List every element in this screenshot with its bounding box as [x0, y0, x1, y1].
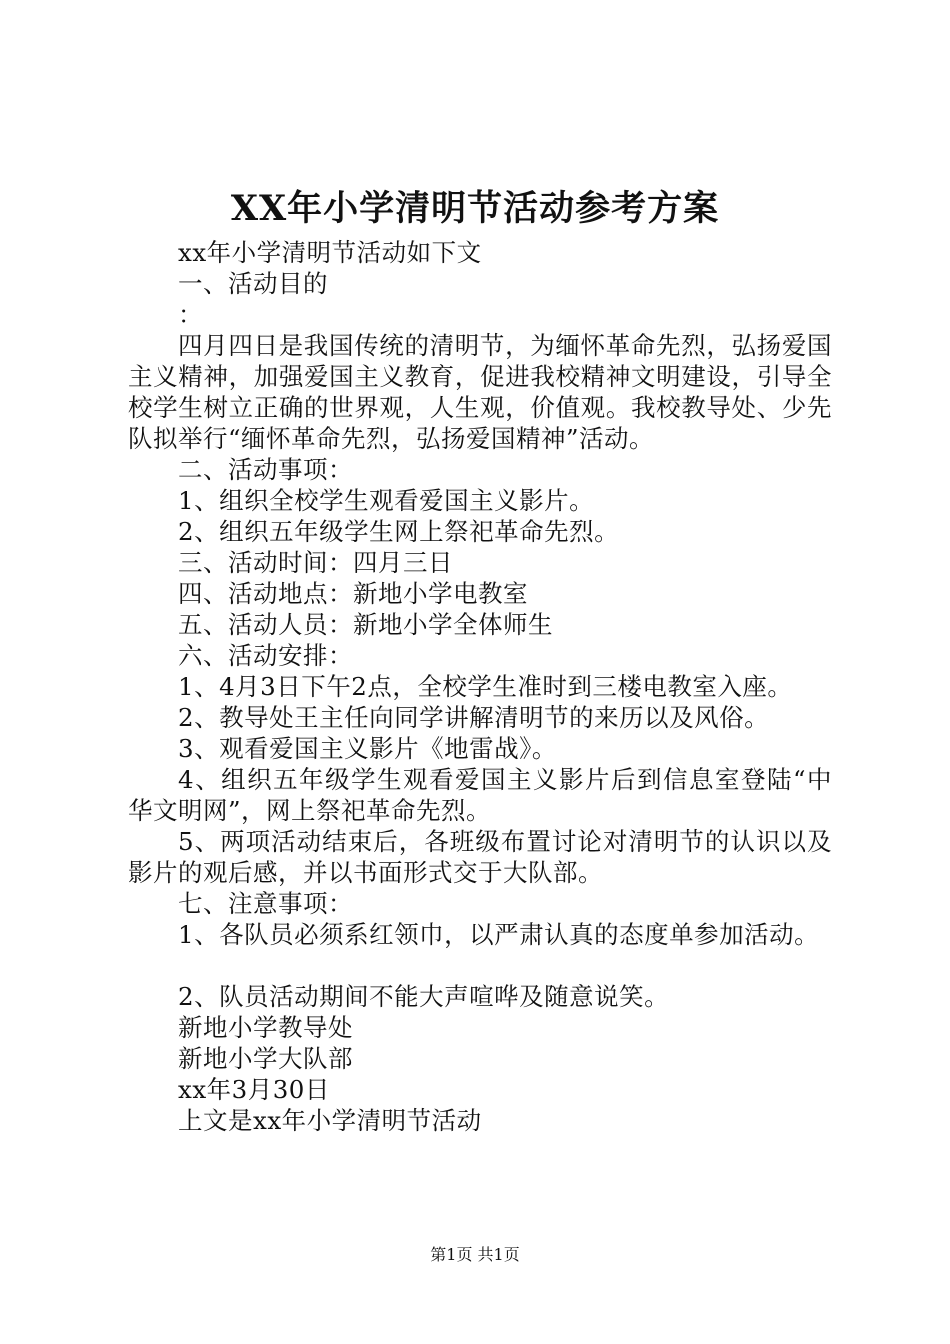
schedule-item-1: 1、4月3日下午2点，全校学生准时到三楼电教室入座。 [178, 672, 793, 701]
signature-date: xx年3月30日 [178, 1075, 330, 1104]
section-heading-schedule: 六、活动安排： [178, 641, 353, 670]
signature-office: 新地小学教导处 [178, 1013, 353, 1042]
signature-brigade: 新地小学大队部 [178, 1044, 353, 1073]
schedule-item-5: 5、两项活动结束后，各班级布置讨论对清明节的认识以及影片的观后感，并以书面形式交于大队部。 [128, 827, 832, 887]
section-heading-items: 二、活动事项： [178, 455, 353, 484]
item-2: 2、组织五年级学生网上祭祀革命先烈。 [178, 517, 620, 546]
item-1: 1、组织全校学生观看爱国主义影片。 [178, 486, 595, 515]
section-time: 三、活动时间：四月三日 [178, 548, 453, 577]
purpose-paragraph: 四月四日是我国传统的清明节，为缅怀革命先烈，弘扬爱国主义精神，加强爱国主义教育，促进我校精神文明建设，引导全校学生树立正确的世界观，人生观，价值观。我校教导处、少先队拟举行“缅怀革命先烈，弘扬爱国精神”活动。 [128, 331, 832, 453]
note-item-1: 1、各队员必须系红领巾，以严肃认真的态度单参加活动。 [178, 920, 820, 949]
section-heading-notes: 七、注意事项： [178, 889, 353, 918]
document-body [128, 237, 832, 1136]
colon-line: ： [178, 300, 203, 329]
page-footer: 第1页 共1页 [430, 1245, 520, 1264]
schedule-item-4: 4、组织五年级学生观看爱国主义影片后到信息室登陆“中华文明网”，网上祭祀革命先烈。 [128, 765, 832, 825]
note-item-2: 2、队员活动期间不能大声喧哗及随意说笑。 [178, 982, 670, 1011]
document-title: XX年小学清明节活动参考方案 [230, 188, 720, 229]
schedule-item-3: 3、观看爱国主义影片《地雷战》。 [178, 734, 557, 763]
section-heading-purpose: 一、活动目的 [178, 269, 328, 298]
schedule-item-2: 2、教导处王主任向同学讲解清明节的来历以及风俗。 [178, 703, 770, 732]
section-location: 四、活动地点：新地小学电教室 [178, 579, 528, 608]
intro-line: xx年小学清明节活动如下文 [178, 238, 482, 267]
closing-line: 上文是xx年小学清明节活动 [178, 1106, 482, 1135]
blank-line [128, 950, 832, 981]
section-participants: 五、活动人员：新地小学全体师生 [178, 610, 553, 639]
